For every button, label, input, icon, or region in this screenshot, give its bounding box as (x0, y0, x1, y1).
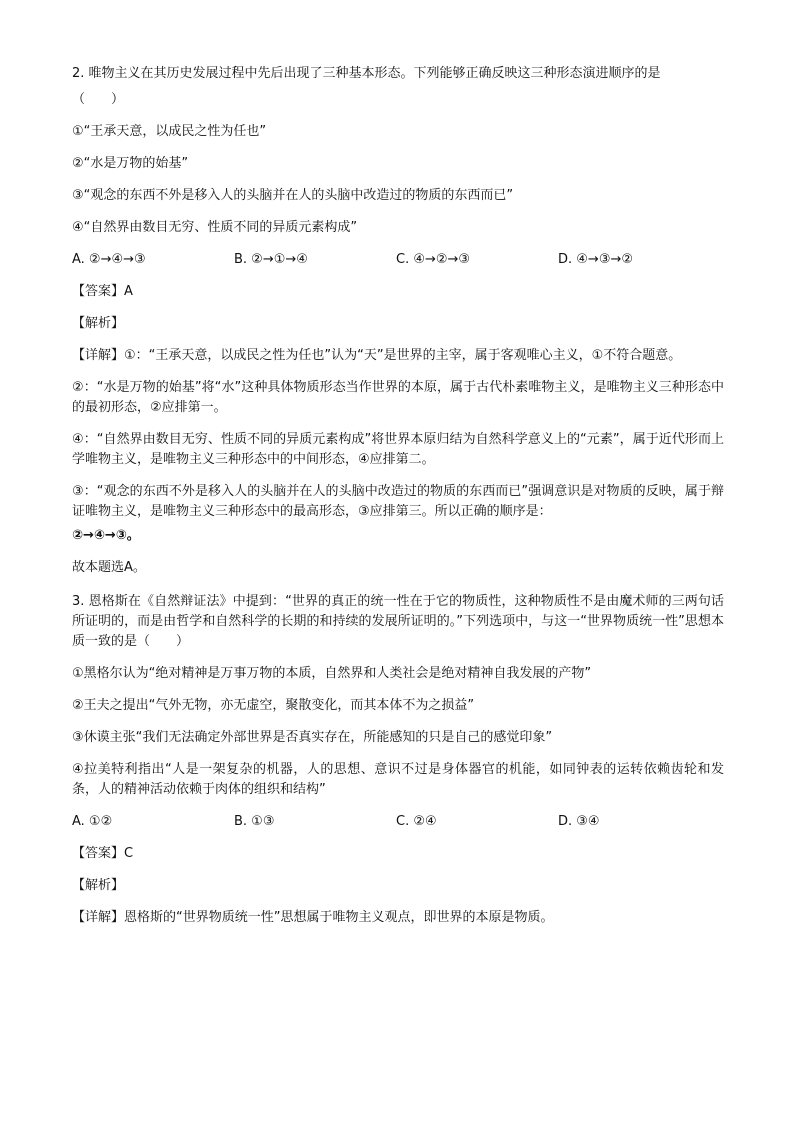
q2-stem: 2. 唯物主义在其历史发展过程中先后出现了三种基本形态。下列能够正确反映这三种形态演进顺序的是 (72, 66, 661, 81)
q2-item-4: ④“自然界由数目无穷、性质不同的异质元素构成” (72, 220, 358, 235)
q3-answer: 【答案】C (72, 846, 134, 861)
q2-order: ②→④→③。 (72, 528, 140, 543)
q2-option-c: C. ④→②→③ (396, 252, 471, 267)
q3-item-3: ③休谟主张“我们无法确定外部世界是否真实存在，所能感知的只是自己的感觉印象” (72, 730, 553, 745)
q3-option-b: B. ①③ (234, 814, 275, 829)
q2-detail-1: 【详解】①：“王承天意，以成民之性为任也”认为“天”是世界的主宰，属于客观唯心主义，①不符合题意。 (72, 348, 682, 363)
q2-option-a: A. ②→④→③ (72, 252, 146, 267)
q3-option-d: D. ③④ (558, 814, 600, 829)
q2-detail-4: ③：“观念的东西不外是移入人的头脑并在人的头脑中改造过的物质的东西而已”强调意识是对物质的反映，属于辩证唯物主义，是唯物主义三种形态中的最高形态，③应排第三。所以正确的顺序是： (72, 484, 724, 519)
q2-item-2: ②“水是万物的始基” (72, 156, 189, 171)
q3-analysis-label: 【解析】 (72, 878, 125, 893)
question-3 (72, 592, 724, 928)
q3-stem: 3. 恩格斯在《自然辩证法》中提到：“世界的真正的统一性在于它的物质性，这种物质性不是由魔术师的三两句话所证明的，而是由哲学和自然科学的长期的和持续的发展所证明的。”下列选项中，与这一“世界物质统一性”思想本质一致的是（ ） (72, 594, 724, 649)
q3-detail-1: 【详解】恩格斯的“世界物质统一性”思想属于唯物主义观点，即世界的本原是物质。 (72, 910, 554, 925)
q2-conclusion: 故本题选A。 (72, 560, 146, 575)
q3-item-2: ②王夫之提出“气外无物，亦无虚空，聚散变化，而其本体不为之损益” (72, 698, 475, 713)
q2-option-b: B. ②→①→④ (234, 252, 308, 267)
q2-item-3: ③“观念的东西不外是移入人的头脑并在人的头脑中改造过的物质的东西而已” (72, 188, 514, 203)
q2-paren: （ ） (72, 92, 125, 107)
q2-detail-2: ②：“水是万物的始基”将“水”这种具体物质形态当作世界的本原，属于古代朴素唯物主义，是唯物主义三种形态中的最初形态，②应排第一。 (72, 380, 724, 415)
q2-analysis-label: 【解析】 (72, 316, 125, 331)
document-content (72, 64, 724, 928)
q2-detail-3: ④：“自然界由数目无穷、性质不同的异质元素构成”将世界本原归结为自然科学意义上的“元素”，属于近代形而上学唯物主义，是唯物主义三种形态中的中间形态，④应排第二。 (72, 432, 724, 467)
q3-options (72, 812, 724, 832)
question-2 (72, 64, 724, 578)
q3-item-1: ①黑格尔认为“绝对精神是万事万物的本质，自然界和人类社会是绝对精神自我发展的产物” (72, 666, 592, 681)
q3-option-a: A. ①② (72, 814, 113, 829)
q2-option-d: D. ④→③→② (558, 252, 634, 267)
q2-options (72, 250, 724, 270)
q3-item-4: ④拉美特利指出“人是一架复杂的机器，人的思想、意识不过是身体器官的机能，如同钟表的运转依赖齿轮和发条，人的精神活动依赖于肉体的组织和结构” (72, 762, 724, 797)
q2-item-1: ①“王承天意，以成民之性为任也” (72, 124, 267, 139)
q3-option-c: C. ②④ (396, 814, 437, 829)
q2-answer: 【答案】A (72, 284, 133, 299)
